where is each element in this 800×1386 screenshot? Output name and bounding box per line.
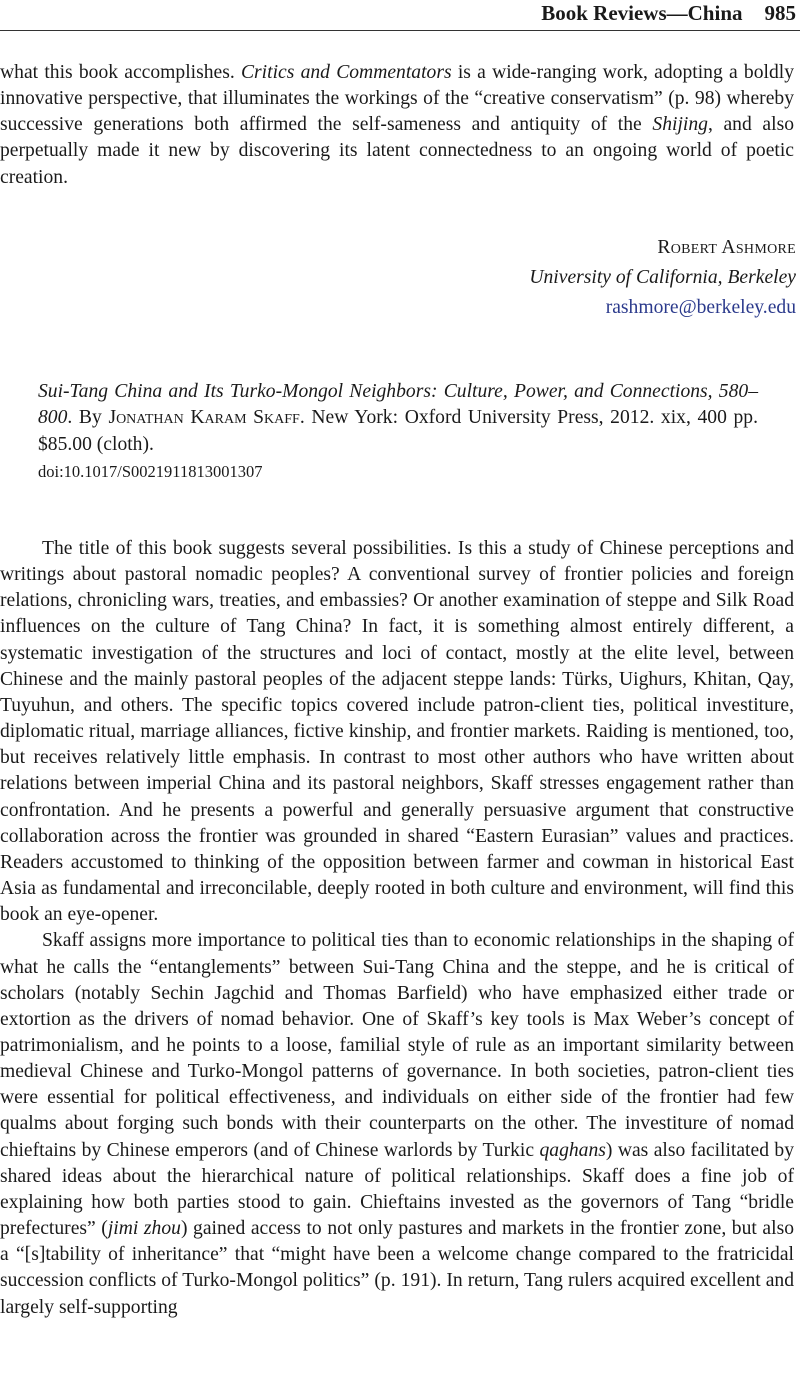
running-title: Book Reviews—China [541, 0, 743, 25]
continuation-paragraph-block [0, 60, 794, 191]
reviewer-institution: University of California, Berkeley [529, 267, 796, 288]
term-shijing: Shijing [652, 114, 708, 136]
citation-author: Jonathan Karam Skaff [108, 407, 300, 429]
para2-text-1: Skaff assigns more importance to political ties than to economic relationships in the shaping of what he calls the “entanglements” between Sui-Tang China and the steppe, and he is critical of scholars (notably Sechin Jagchid and Thomas Barfield) who have emphasized either trade or extortion as the drivers of nomad behavior. One of Skaff’s key tools is Max Weber’s concept of patrimonialism, and he points to a loose, familial style of rule as an important similarity between medieval Chinese and Turko-Mongol patterns of governance. In both societies, patron-client ties were essential for political effectiveness, and individuals on either side of the frontier had few qualms about forging such bonds with their counterparts on the other. The investiture of nomad chieftains by Chinese emperors (and of Chinese warlords by Turkic [0, 930, 794, 1161]
page-number: 985 [764, 0, 796, 25]
term-jimi-zhou: jimi zhou [107, 1218, 181, 1240]
term-qaghans: qaghans [539, 1139, 606, 1161]
continuation-paragraph [0, 60, 794, 191]
header-rule [0, 30, 800, 31]
reviewer-name: Robert Ashmore [657, 237, 796, 258]
reviewed-book-title: Critics and Commentators [240, 62, 452, 83]
citation-publication: . New York: Oxford University Press, 2012. xix, 400 pp. $85.00 (cloth). [38, 407, 758, 455]
continuation-text-3: , and also perpetually made it new by discovering its latent connectedness to an ongoing world of poetic creation. [0, 114, 794, 188]
para2-text-3: ) gained access to not only pastures and markets in the frontier zone, but also a “[s]tability of inheritance” that “might have been a welcome change compared to the fratricidal succession conflicts of Turko-Mongol politics” (p. 191). In return, Tang rulers acquired excellent and largely self-supporting [0, 1218, 794, 1318]
citation-by: . By [67, 407, 109, 429]
continuation-text-1: what this book accomplishes. [0, 62, 241, 83]
reviewer-signature [529, 233, 796, 323]
continuation-text-2: is a wide-ranging work, adopting a boldly innovative perspective, that illuminates the workings of the “creative conservatism” (p. 98) whereby successive generations both affirmed the self-sameness and antiquity of the [0, 62, 794, 136]
citation-doi[interactable]: doi:10.1017/S0021911813001307 [38, 462, 263, 481]
running-head [541, 0, 796, 26]
reviewer-email[interactable]: rashmore@berkeley.edu [605, 297, 796, 318]
book-citation [38, 379, 758, 458]
body-paragraph-1: The title of this book suggests several possibilities. Is this a study of Chinese perceptions and writings about pastoral nomadic peoples? A conventional survey of frontier policies and foreign relations, chronicling wars, treaties, and embassies? Or another examination of steppe and Silk Road influences on the culture of Tang China? In fact, it is something almost entirely different, a systematic investigation of the structures and loci of contact, mostly at the elite level, between Chinese and the mainly pastoral peoples of the adjacent steppe lands: Türks, Uighurs, Khitan, Qay, Tuyuhun, and others. The specific topics covered include patron-client ties, political investiture, diplomatic ritual, marriage alliances, fictive kinship, and frontier markets. Raiding is mentioned, too, but receives relatively little emphasis. In contrast to most other authors who have written about relations between imperial China and its pastoral neighbors, Skaff stresses engagement rather than confrontation. And he presents a powerful and generally persuasive argument that constructive collaboration across the frontier was grounded in shared “Eastern Eurasian” values and practices. Readers accustomed to thinking of the opposition between farmer and cowman in historical East Asia as fundamental and irreconcilable, deeply rooted in both culture and environment, will find this book an eye-opener. [0, 538, 794, 926]
body-paragraph-2 [0, 928, 794, 1320]
review-body [0, 536, 794, 1321]
para2-text-2: ) was also facilitated by shared ideas about the hierarchical nature of political relationships. Skaff does a fine job of explaining how both parties stood to gain. Chieftains invested as the governors of Tang “bridle prefectures” ( [0, 1139, 795, 1240]
citation-book-title: Sui-Tang China and Its Turko-Mongol Neighbors: Culture, Power, and Connections, 580–800 [38, 381, 758, 429]
